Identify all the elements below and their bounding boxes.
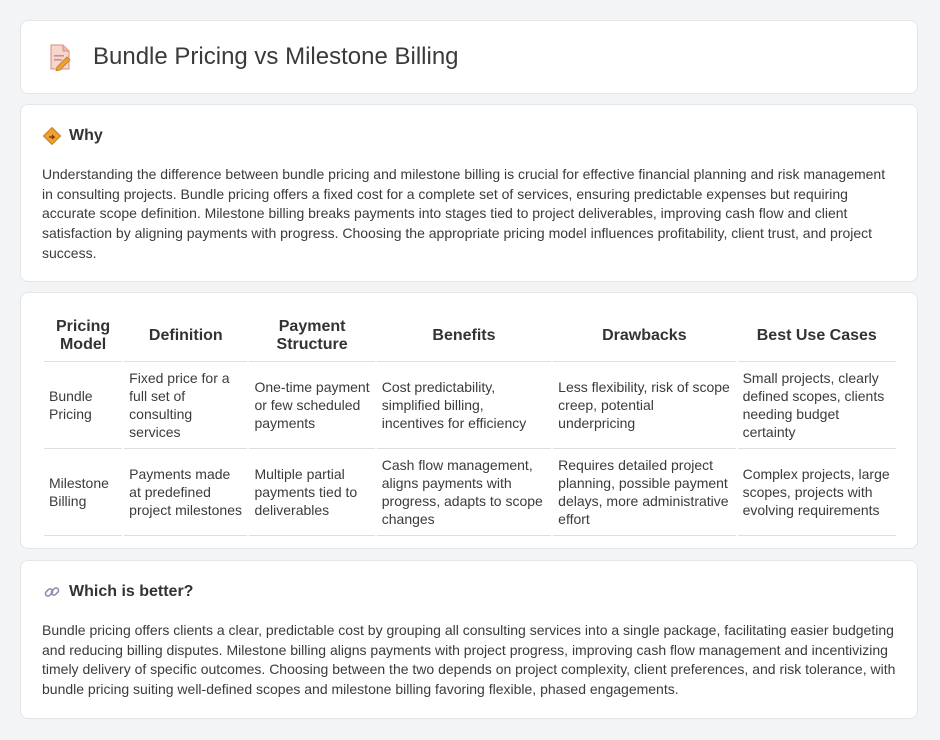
document-pencil-icon [47, 43, 73, 71]
table-cell: Less flexibility, risk of scope creep, potential underpricing [553, 362, 735, 449]
which-is-better-section [20, 560, 918, 719]
page-title: Bundle Pricing vs Milestone Billing [93, 43, 459, 70]
diamond-road-sign-icon [43, 127, 61, 145]
table-row [44, 362, 896, 449]
header-card [20, 20, 918, 94]
table-cell: Cost predictability, simplified billing, incentives for efficiency [377, 362, 551, 449]
header-benefits: Benefits [377, 311, 551, 362]
header-best-use-cases: Best Use Cases [738, 311, 896, 362]
table-cell: Complex projects, large scopes, projects with evolving requirements [738, 449, 896, 536]
why-text: Understanding the difference between bundle pricing and milestone billing is crucial for effective financial planning and risk management in consulting projects. Bundle pricing offers a fixed cost for a complete set of services, ensuring predictable expenses but requiring accurate scope definition. Milestone billing breaks payments into stages tied to project deliverables, improving cash flow and client satisfaction by aligning payments with progress. Choosing the appropriate pricing model influences profitability, client trust, and project success. [42, 166, 886, 261]
header-payment-structure: Payment Structure [249, 311, 374, 362]
why-title: Why [69, 127, 103, 144]
table-header-row [44, 311, 896, 362]
table-cell: Cash flow management, aligns payments with progress, adapts to scope changes [377, 449, 551, 536]
which-is-better-text: Bundle pricing offers clients a clear, predictable cost by grouping all consulting services into a single package, facilitating easier budgeting and reducing billing disputes. Milestone billing aligns payments with project progress, improving cash flow management and incentivizing timely delivery of specific outcomes. Choosing between the two depends on project complexity, client preferences, and risk tolerance, with bundle pricing suiting well-defined scopes and milestone billing favoring flexible, phased engagements. [42, 622, 896, 698]
table-cell: Small projects, clearly defined scopes, clients needing budget certainty [738, 362, 896, 449]
table-cell: Requires detailed project planning, possible payment delays, more administrative effort [553, 449, 735, 536]
header-pricing-model: Pricing Model [44, 311, 122, 362]
table-cell: Payments made at predefined project milestones [124, 449, 247, 536]
which-is-better-title: Which is better? [69, 583, 194, 600]
why-section [20, 104, 918, 282]
table-cell: Milestone Billing [44, 449, 122, 536]
table-cell: Fixed price for a full set of consulting services [124, 362, 247, 449]
table-row [44, 449, 896, 536]
table-cell: Bundle Pricing [44, 362, 122, 449]
comparison-table-card [20, 292, 918, 549]
header-definition: Definition [124, 311, 247, 362]
table-cell: Multiple partial payments tied to deliverables [249, 449, 374, 536]
comparison-table [42, 311, 898, 536]
header-drawbacks: Drawbacks [553, 311, 735, 362]
table-cell: One-time payment or few scheduled payments [249, 362, 374, 449]
link-icon [43, 583, 61, 601]
